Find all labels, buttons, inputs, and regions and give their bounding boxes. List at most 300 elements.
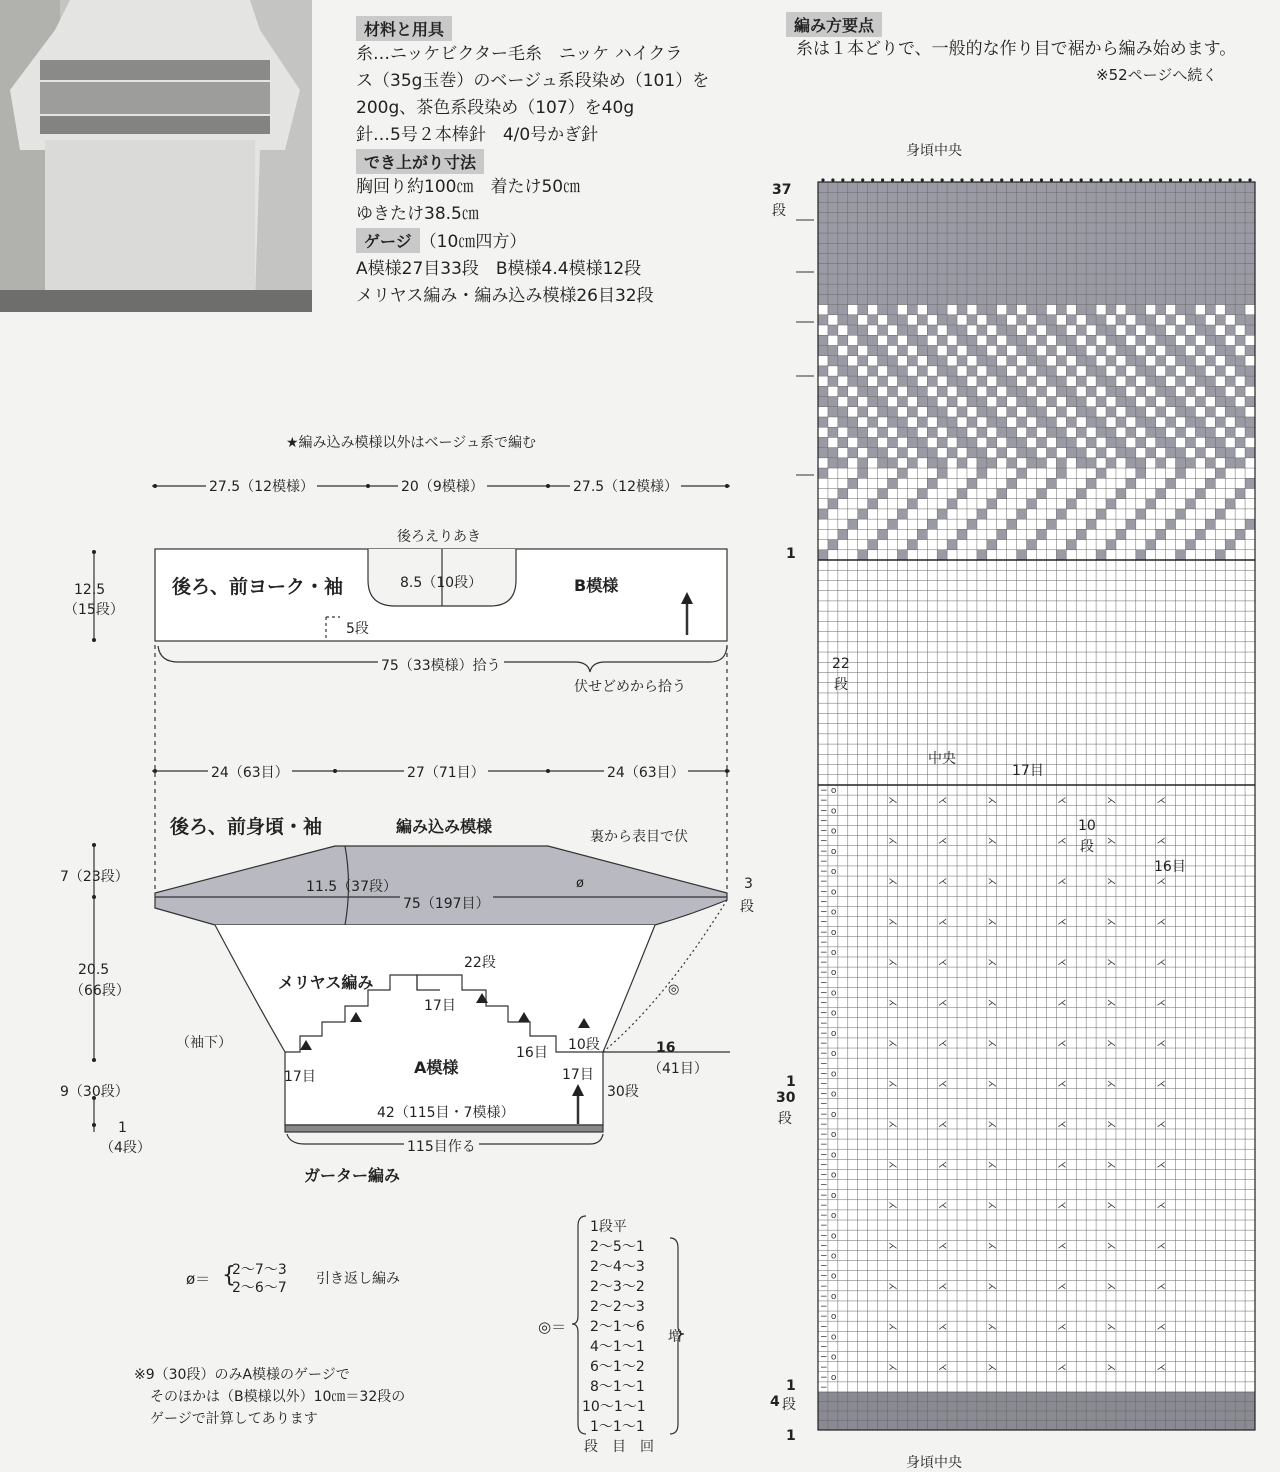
yarn-line-1: 糸…ニッケビクター毛糸 ニッケ ハイクラ xyxy=(356,44,683,64)
colorwork-cell xyxy=(1146,427,1156,437)
colorwork-cell xyxy=(957,274,967,284)
three-rows: 3 xyxy=(744,876,753,892)
colorwork-cell xyxy=(838,213,848,223)
colorwork-cell xyxy=(1106,274,1116,284)
colorwork-cell xyxy=(1017,243,1027,253)
colorwork-cell xyxy=(848,192,858,202)
colorwork-cell xyxy=(1046,264,1056,274)
colorwork-cell xyxy=(957,458,967,468)
colorwork-cell xyxy=(1146,397,1156,407)
colorwork-cell xyxy=(1066,274,1076,284)
colorwork-cell xyxy=(947,223,957,233)
lace-mark-bar: − xyxy=(820,1271,828,1282)
colorwork-cell xyxy=(1156,213,1166,223)
colorwork-cell xyxy=(1076,213,1086,223)
colorwork-cell xyxy=(987,192,997,202)
colorwork-cell xyxy=(1146,540,1156,550)
lace-mark-dec: ⋌ xyxy=(1057,1039,1067,1050)
circle-row-5: 2〜2〜3 xyxy=(590,1299,645,1315)
colorwork-cell xyxy=(1215,284,1225,294)
colorwork-cell xyxy=(1176,202,1186,212)
lace-mark-dec: ⋋ xyxy=(987,1200,997,1211)
colorwork-cell xyxy=(1086,202,1096,212)
colorwork-cell xyxy=(967,243,977,253)
colorwork-cell xyxy=(878,254,888,264)
size-line-2: ゆきたけ38.5㎝ xyxy=(356,204,479,224)
colorwork-cell xyxy=(868,233,878,243)
top-dot xyxy=(821,178,824,181)
knit-points-line-2: ※52ページへ続く xyxy=(1096,66,1218,84)
colorwork-cell xyxy=(1185,202,1195,212)
colorwork-cell xyxy=(838,407,848,417)
colorwork-cell xyxy=(927,305,937,315)
colorwork-cell xyxy=(907,335,917,345)
colorwork-cell xyxy=(1195,448,1205,458)
colorwork-cell xyxy=(878,376,888,386)
colorwork-cell xyxy=(947,499,957,509)
colorwork-cell xyxy=(977,458,987,468)
colorwork-cell xyxy=(1076,192,1086,202)
colorwork-cell xyxy=(838,233,848,243)
colorwork-cell xyxy=(1146,294,1156,304)
colorwork-cell xyxy=(1027,192,1037,202)
yoke-title: 後ろ、前ヨーク・袖 xyxy=(172,576,344,598)
colorwork-cell xyxy=(888,202,898,212)
colorwork-cell xyxy=(1185,366,1195,376)
colorwork-cell xyxy=(947,417,957,427)
colorwork-cell xyxy=(858,213,868,223)
colorwork-cell xyxy=(1235,233,1245,243)
colorwork-cell xyxy=(1007,427,1017,437)
colorwork-cell xyxy=(1007,223,1017,233)
colorwork-cell xyxy=(1037,315,1047,325)
colorwork-cell xyxy=(1096,427,1106,437)
colorwork-cell xyxy=(1116,294,1126,304)
lace-mark-dec: ⋋ xyxy=(888,958,898,969)
colorwork-cell xyxy=(1215,448,1225,458)
colorwork-cell xyxy=(818,202,828,212)
colorwork-cell xyxy=(967,345,977,355)
colorwork-cell xyxy=(1245,427,1255,437)
colorwork-cell xyxy=(848,254,858,264)
lace-mark-yo: o xyxy=(830,1271,837,1282)
colorwork-cell xyxy=(897,325,907,335)
colorwork-cell xyxy=(878,345,888,355)
colorwork-cell xyxy=(1096,202,1106,212)
colorwork-cell xyxy=(1195,233,1205,243)
colorwork-cell xyxy=(1185,499,1195,509)
colorwork-cell xyxy=(828,233,838,243)
colorwork-cell xyxy=(917,397,927,407)
colorwork-cell xyxy=(1027,407,1037,417)
lace-mark-dec: ⋋ xyxy=(888,1160,898,1171)
colorwork-cell xyxy=(1037,182,1047,192)
colorwork-cell xyxy=(1017,448,1027,458)
colorwork-cell xyxy=(1086,192,1096,202)
colorwork-cell xyxy=(848,397,858,407)
colorwork-cell xyxy=(1116,335,1126,345)
colorwork-cell xyxy=(1126,284,1136,294)
colorwork-cell xyxy=(888,478,898,488)
colorwork-cell xyxy=(1116,345,1126,355)
colorwork-cell xyxy=(1225,397,1235,407)
colorwork-cell xyxy=(917,182,927,192)
lace-mark-dec: ⋋ xyxy=(987,1362,997,1373)
colorwork-cell xyxy=(828,325,838,335)
colorwork-cell xyxy=(1106,325,1116,335)
colorwork-cell xyxy=(997,182,1007,192)
yarn-line-2: ス（35g玉巻）のベージュ系段染め（101）を xyxy=(356,71,710,91)
colorwork-cell xyxy=(907,499,917,509)
colorwork-cell xyxy=(828,254,838,264)
colorwork-cell xyxy=(1066,192,1076,202)
colorwork-cell xyxy=(818,417,828,427)
colorwork-cell xyxy=(888,519,898,529)
colorwork-cell xyxy=(848,325,858,335)
colorwork-cell xyxy=(1076,397,1086,407)
colorwork-cell xyxy=(1037,254,1047,264)
colorwork-cell xyxy=(1156,407,1166,417)
colorwork-cell xyxy=(1017,417,1027,427)
colorwork-cell xyxy=(997,417,1007,427)
colorwork-cell xyxy=(848,284,858,294)
lace-mark-dec: ⋌ xyxy=(1156,998,1166,1009)
colorwork-cell xyxy=(1136,437,1146,447)
lace-mark-dec: ⋌ xyxy=(1057,1322,1067,1333)
colorwork-cell xyxy=(848,213,858,223)
colorwork-cell xyxy=(1225,264,1235,274)
colorwork-cell xyxy=(1235,284,1245,294)
colorwork-cell xyxy=(937,335,947,345)
colorwork-cell xyxy=(1096,264,1106,274)
colorwork-cell xyxy=(1185,274,1195,284)
colorwork-cell xyxy=(868,397,878,407)
colorwork-cell xyxy=(1116,182,1126,192)
lace-mark-dec: ⋌ xyxy=(1156,1362,1166,1373)
colorwork-cell xyxy=(997,488,1007,498)
colorwork-cell xyxy=(957,376,967,386)
colorwork-cell xyxy=(1205,356,1215,366)
colorwork-cell xyxy=(828,448,838,458)
colorwork-cell xyxy=(1056,407,1066,417)
colorwork-cell xyxy=(1136,192,1146,202)
colorwork-cell xyxy=(1017,264,1027,274)
colorwork-cell xyxy=(838,264,848,274)
colorwork-cell xyxy=(828,264,838,274)
colorwork-cell xyxy=(1056,233,1066,243)
colorwork-cell xyxy=(977,182,987,192)
colorwork-cell xyxy=(1136,315,1146,325)
colorwork-cell xyxy=(1245,274,1255,284)
colorwork-cell xyxy=(878,294,888,304)
colorwork-cell xyxy=(818,294,828,304)
colorwork-cell xyxy=(927,407,937,417)
colorwork-cell xyxy=(1027,499,1037,509)
colorwork-cell xyxy=(1146,192,1156,202)
colorwork-cell xyxy=(1146,325,1156,335)
colorwork-cell xyxy=(1205,294,1215,304)
colorwork-cell xyxy=(1195,325,1205,335)
colorwork-cell xyxy=(878,529,888,539)
colorwork-cell xyxy=(1136,264,1146,274)
colorwork-cell xyxy=(1205,233,1215,243)
lace-mark-bar: − xyxy=(820,1281,828,1292)
colorwork-cell xyxy=(1245,192,1255,202)
colorwork-cell xyxy=(1156,356,1166,366)
lace-mark-yo: o xyxy=(830,846,837,857)
colorwork-cell xyxy=(997,223,1007,233)
lace-mark-dec: ⋌ xyxy=(938,1322,948,1333)
colorwork-cell xyxy=(1176,468,1186,478)
mid-width-center: 27（71目） xyxy=(404,762,488,782)
lace-mark-dec: ⋌ xyxy=(1156,1241,1166,1252)
colorwork-cell xyxy=(868,386,878,396)
hem-width: 42（115目・7模様） xyxy=(374,1102,517,1122)
colorwork-cell xyxy=(1027,376,1037,386)
colorwork-cell xyxy=(1215,192,1225,202)
colorwork-cell xyxy=(1136,243,1146,253)
lace-mark-bar: − xyxy=(820,1170,828,1181)
colorwork-cell xyxy=(907,356,917,366)
colorwork-cell xyxy=(1007,519,1017,529)
colorwork-cell xyxy=(828,499,838,509)
lace-mark-dec: ⋌ xyxy=(1057,1160,1067,1171)
colorwork-cell xyxy=(1126,182,1136,192)
colorwork-cell xyxy=(1156,437,1166,447)
colorwork-cell xyxy=(947,264,957,274)
colorwork-cell xyxy=(1146,284,1156,294)
colorwork-cell xyxy=(907,274,917,284)
lace-mark-dec: ⋋ xyxy=(888,1079,898,1090)
colorwork-cell xyxy=(937,202,947,212)
colorwork-cell xyxy=(868,243,878,253)
colorwork-cell xyxy=(1235,274,1245,284)
colorwork-cell xyxy=(848,182,858,192)
top-dot xyxy=(901,178,904,181)
colorwork-cell xyxy=(1017,223,1027,233)
colorwork-cell xyxy=(1096,284,1106,294)
colorwork-cell xyxy=(1225,213,1235,223)
lace-mark-dec: ⋌ xyxy=(1057,796,1067,807)
colorwork-cell xyxy=(1215,550,1225,560)
colorwork-cell xyxy=(987,294,997,304)
colorwork-cell xyxy=(1146,223,1156,233)
colorwork-cell xyxy=(1146,448,1156,458)
colorwork-cell xyxy=(1106,356,1116,366)
colorwork-cell xyxy=(1086,233,1096,243)
lace-mark-bar: − xyxy=(820,1150,828,1161)
colorwork-cell xyxy=(927,202,937,212)
colorwork-cell xyxy=(1007,182,1017,192)
colorwork-cell xyxy=(1106,305,1116,315)
colorwork-cell xyxy=(927,458,937,468)
colorwork-cell xyxy=(1166,478,1176,488)
colorwork-cell xyxy=(1225,294,1235,304)
colorwork-cell xyxy=(1245,448,1255,458)
colorwork-cell xyxy=(1215,264,1225,274)
colorwork-cell xyxy=(1037,202,1047,212)
colorwork-cell xyxy=(1146,182,1156,192)
colorwork-cell xyxy=(858,274,868,284)
lace-mark-dec: ⋌ xyxy=(1057,1241,1067,1252)
size-line-1: 胸回り約100㎝ 着たけ50㎝ xyxy=(356,177,581,197)
colorwork-cell xyxy=(1185,264,1195,274)
colorwork-cell xyxy=(1066,294,1076,304)
colorwork-cell xyxy=(997,294,1007,304)
colorwork-cell xyxy=(828,427,838,437)
colorwork-cell xyxy=(907,376,917,386)
colorwork-cell xyxy=(1106,213,1116,223)
colorwork-cell xyxy=(917,529,927,539)
colorwork-cell xyxy=(1086,519,1096,529)
phi-label: 引き返し編み xyxy=(316,1271,400,1287)
colorwork-cell xyxy=(937,315,947,325)
chart-center-bottom: 身頃中央 xyxy=(906,1455,962,1471)
colorwork-cell xyxy=(937,417,947,427)
lace-mark-dec: ⋌ xyxy=(938,958,948,969)
colorwork-cell xyxy=(1076,407,1086,417)
lace-mark-yo: o xyxy=(830,1130,837,1141)
top-dot xyxy=(921,178,924,181)
colorwork-cell xyxy=(838,356,848,366)
lace-mark-dec: ⋋ xyxy=(888,1322,898,1333)
top-dot xyxy=(1080,178,1083,181)
lace-mark-dec: ⋋ xyxy=(987,1322,997,1333)
colorwork-cell xyxy=(907,437,917,447)
colorwork-cell xyxy=(1086,417,1096,427)
colorwork-cell xyxy=(848,202,858,212)
lace-mark-dec: ⋌ xyxy=(1156,1079,1166,1090)
colorwork-cell xyxy=(937,213,947,223)
colorwork-cell xyxy=(1076,325,1086,335)
colorwork-cell xyxy=(917,233,927,243)
colorwork-cell xyxy=(1007,437,1017,447)
colorwork-cell xyxy=(917,386,927,396)
colorwork-cell xyxy=(1017,254,1027,264)
colorwork-cell xyxy=(888,294,898,304)
colorwork-cell xyxy=(957,437,967,447)
chart-r1c: 1 xyxy=(786,1378,796,1394)
colorwork-cell xyxy=(897,202,907,212)
top-dot xyxy=(1179,178,1182,181)
colorwork-cell xyxy=(828,376,838,386)
colorwork-cell xyxy=(1146,233,1156,243)
colorwork-cell xyxy=(1195,243,1205,253)
lace-mark-yo: o xyxy=(830,1028,837,1039)
stockinette-label: メリヤス編み xyxy=(278,973,374,992)
colorwork-cell xyxy=(967,223,977,233)
colorwork-cell xyxy=(1066,284,1076,294)
colorwork-cell xyxy=(828,284,838,294)
colorwork-cell xyxy=(1126,305,1136,315)
colorwork-cell xyxy=(1215,468,1225,478)
colorwork-cell xyxy=(838,284,848,294)
phi-symbol: ø＝ xyxy=(186,1270,211,1288)
colorwork-cell xyxy=(1046,325,1056,335)
colorwork-cell xyxy=(1017,509,1027,519)
lace-mark-yo: o xyxy=(830,968,837,979)
lace-mark-dec: ⋌ xyxy=(1156,1281,1166,1292)
colorwork-cell xyxy=(947,345,957,355)
lace-mark-bar: − xyxy=(820,1221,828,1232)
colorwork-cell xyxy=(1106,182,1116,192)
colorwork-cell xyxy=(897,376,907,386)
colorwork-cell xyxy=(1116,366,1126,376)
colorwork-cell xyxy=(1205,427,1215,437)
colorwork-cell xyxy=(1156,427,1166,437)
colorwork-cell xyxy=(1076,294,1086,304)
colorwork-cell xyxy=(917,274,927,284)
colorwork-cell xyxy=(1146,213,1156,223)
top-dot xyxy=(1149,178,1152,181)
colorwork-cell xyxy=(838,488,848,498)
lace-mark-bar: − xyxy=(820,796,828,807)
colorwork-cell xyxy=(868,254,878,264)
colorwork-cell xyxy=(828,305,838,315)
band-height: 11.5（37段） xyxy=(306,879,397,895)
colorwork-cell xyxy=(1166,284,1176,294)
colorwork-cell xyxy=(1106,294,1116,304)
colorwork-cell xyxy=(1205,274,1215,284)
lace-mark-dec: ⋋ xyxy=(888,1039,898,1050)
colorwork-cell xyxy=(967,264,977,274)
lace-mark-bar: − xyxy=(820,1332,828,1343)
colorwork-cell xyxy=(1176,448,1186,458)
colorwork-cell xyxy=(927,274,937,284)
top-dot xyxy=(990,178,993,181)
colorwork-cell xyxy=(818,366,828,376)
colorwork-cell xyxy=(1106,499,1116,509)
colorwork-cell xyxy=(818,274,828,284)
circle-row-9: 8〜1〜1 xyxy=(590,1379,645,1395)
colorwork-cell xyxy=(1126,192,1136,202)
lace-mark-yo: o xyxy=(830,1332,837,1343)
lace-mark-dec: ⋌ xyxy=(938,1119,948,1130)
colorwork-cell xyxy=(1166,233,1176,243)
lace-mark-yo: o xyxy=(830,806,837,817)
colorwork-cell xyxy=(897,294,907,304)
circle-row-3: 2〜4〜3 xyxy=(590,1259,645,1275)
colorwork-cell xyxy=(1116,386,1126,396)
pickup-from-bindoff: 伏せどめから拾う xyxy=(574,679,686,695)
lace-mark-dec: ⋋ xyxy=(888,998,898,1009)
colorwork-cell xyxy=(1166,274,1176,284)
colorwork-cell xyxy=(878,397,888,407)
colorwork-cell xyxy=(1096,397,1106,407)
colorwork-cell xyxy=(1245,284,1255,294)
top-dot xyxy=(881,178,884,181)
colorwork-cell xyxy=(1176,305,1186,315)
colorwork-cell xyxy=(1007,213,1017,223)
top-dot xyxy=(941,178,944,181)
colorwork-cell xyxy=(1106,254,1116,264)
colorwork-cell xyxy=(977,233,987,243)
colorwork-cell xyxy=(1027,356,1037,366)
lace-mark-dec: ⋋ xyxy=(1107,1079,1117,1090)
colorwork-cell xyxy=(1205,264,1215,274)
colorwork-cell xyxy=(1166,254,1176,264)
lace-mark-dec: ⋋ xyxy=(1107,1039,1117,1050)
colorwork-cell xyxy=(1116,284,1126,294)
colorwork-cell xyxy=(1195,192,1205,202)
colorwork-cell xyxy=(1136,233,1146,243)
mid-width-left: 24（63目） xyxy=(208,762,292,782)
colorwork-cell xyxy=(1185,213,1195,223)
colorwork-cell xyxy=(1027,182,1037,192)
colorwork-cell xyxy=(1146,243,1156,253)
colorwork-cell xyxy=(888,407,898,417)
colorwork-cell xyxy=(967,192,977,202)
